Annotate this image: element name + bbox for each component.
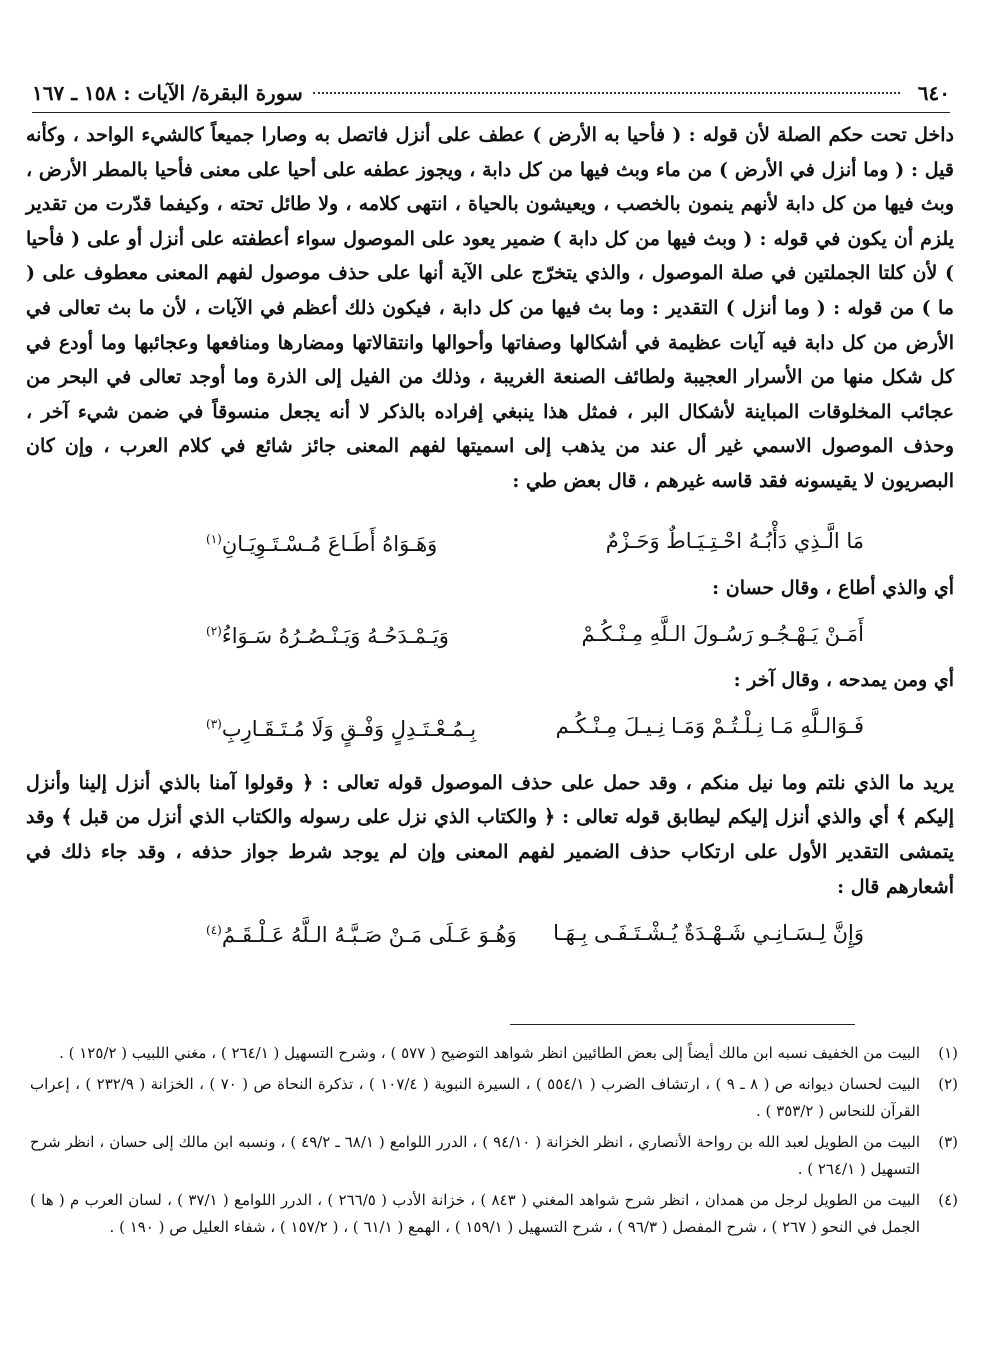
running-header	[32, 74, 950, 113]
verse-2-first-hemistich: أَمَـنْ يَـهْـجُـو رَسُـولَ الـلَّهِ مِـنْـكُـمْ	[581, 621, 864, 646]
verse-1-second-hemistich: وَهَـوَاهُ أَطَـاعَ مُـسْـتَـوِيَـانِ$^{(١)}$	[206, 531, 438, 556]
footnote-separator	[510, 1024, 855, 1025]
verse-4-first-hemistich: وَإِنَّ لِـسَـانِـي شَـهْـدَةٌ يُـشْـتَـفَـى بِـهَـا	[553, 920, 864, 945]
verse-3-first-hemistich: فَـوَالـلَّهِ مَـا نِـلْـتُـمْ وَمَـا نِـيـلَ مِـنْـكُـم	[555, 714, 864, 739]
footnote-2	[30, 1071, 958, 1125]
footnote-number: (٤)	[938, 1191, 958, 1209]
footnote-1	[30, 1040, 958, 1067]
verse-2-intro: أي والذي أطاع ، وقال حسان :	[712, 576, 954, 599]
footnote-3	[30, 1129, 958, 1183]
poetry-verse-1	[26, 513, 954, 571]
paragraph-1: داخل تحت حكم الصلة لأن قوله : ( فأحيا به الأرض ) عطف على أنزل فاتصل به وصارا جميعاً كالشيء الواحد ، وكأنه قيل : ( وما أنزل في الأرض ) من ماء وبث فيها من كل دابة ، ويجوز عطفه على أحيا على معنى فأحيا بالمطر الأرض ، وبث فيها من كل دابة لأنهم ينمون بالخصب ، ويعيشون بالحياة ، انتهى كلامه ، ولا طائل تحته ، وكيفما قدّرت من تقدير يلزم أن يكون في قوله : ( وبث فيها من كل دابة ) ضمير يعود على الموصول سواء أعطفته على أنزل أو على ( فأحيا ) لأن كلتا الجملتين في صلة الموصول ، والذي يتخرّج على الآية أنها على حذف موصول لفهم المعنى معطوف على ( ما ) من قوله : ( وما أنزل ) التقدير : وما بث فيها من كل دابة ، فيكون ذلك أعظم في الآيات ، لأن ما بث تعالى في الأرض من كل دابة فيه آيات عظيمة في أشكالها وصفاتها وأحوالها وانتقالاتها ومضارها ومنافعها وعجائبها وما أودع في كل شكل منها من الأسرار العجيبة ولطائف الصنعة الغريبة ، وذلك من الفيل إلى الذرة وما أوجد تعالى في البحر من عجائب المخلوقات المباينة لأشكال البر ، فمثل هذا ينبغي إفراده بالذكر لا أنه يجعل منسوقاً في ضمن شيء آخر ، وحذف الموصول الاسمي غير أل عند من يذهب إلى اسميتها لفهم المعنى جائز شائع في كلام العرب ، وإن كان البصريون لا يقيسونه فقد قاسه غيرهم ، قال بعض طي :	[26, 124, 954, 492]
footnote-4	[30, 1187, 958, 1241]
footnote-text: البيت لحسان ديوانه ص ( ٨ ـ ٩ ) ، ارتشاف الضرب ( ٥٥٤/١ ) ، السيرة النبوية ( ١٠٧/٤ ) ، تذكرة النحاة ص ( ٧٠ ) ، الخزانة ( ٢٣٢/٩ ) ، إعراب القرآن للنحاس ( ٣٥٣/٢ ) .	[30, 1075, 920, 1120]
header-leader-dots	[313, 92, 900, 94]
verse-3-intro: أي ومن يمدحه ، وقال آخر :	[733, 669, 954, 692]
paragraph-2: يريد ما الذي نلتم وما نيل منكم ، وقد حمل على حذف الموصول قوله تعالى : ﴿ وقولوا آمنا بالذي أنزل إلينا وأنزل إليكم ﴾ أي والذي أنزل إليكم ليطابق قوله تعالى : ﴿ والكتاب الذي نزل على رسوله والكتاب الذي أنزل من قبل ﴾ وقد يتمشى التقدير الأول على ارتكاب حذف الضمير لفهم المعنى وإن لم يوجد شرط جواز حذفه ، وقد جاء ذلك في أشعارهم قال :	[26, 771, 954, 898]
footnote-number: (٣)	[938, 1133, 958, 1151]
footnote-ref-4[interactable]: (٤)	[206, 923, 222, 938]
poetry-verse-3	[26, 698, 954, 756]
footnote-ref-1[interactable]: (١)	[206, 531, 222, 546]
footnote-text: البيت من الخفيف نسبه ابن مالك أيضاً إلى بعض الطائيين انظر شواهد التوضيح ( ٥٧٧ ) ، وشرح التسهيل ( ٢٦٤/١ ) ، مغني اللبيب ( ١٢٥/٢ ) .	[59, 1044, 920, 1062]
main-text	[26, 118, 954, 962]
verse-1-first-hemistich: مَا الَّـذِي دَأْبُـهُ احْـتِـيَـاطٌ وَحَـزْمٌ	[605, 529, 864, 554]
poetry-verse-2	[26, 605, 954, 663]
header-title: سورة البقرة/ الآيات : ١٥٨ ـ ١٦٧	[32, 81, 303, 105]
verse-2-second-hemistich: وَيَـمْـدَحُـهُ وَيَـنْـصُـرُهُ سَـوَاءُ$^{(٢)}$	[206, 624, 449, 649]
footnotes	[30, 1040, 958, 1245]
footnote-text: البيت من الطويل لعبد الله بن رواحة الأنصاري ، انظر الخزانة ( ٩٤/١٠ ) ، الدرر اللوامع ( ٦٨/١ ـ ٤٩/٢ ) ، ونسبه ابن مالك إلى حسان ، انظر شرح التسهيل ( ٢٦٤/١ ) .	[30, 1133, 921, 1178]
footnote-ref-2[interactable]: (٢)	[206, 624, 222, 639]
verse-4-second-hemistich: وَهُـوَ عَـلَى مَـنْ صَـبَّـهُ الـلَّهُ عَـلْـقَـمُ$^{(٤)}$	[206, 923, 517, 948]
footnote-number: (٢)	[938, 1075, 958, 1093]
page-number: ٦٤٠	[917, 81, 950, 105]
verse-3-second-hemistich: بِـمُـعْـتَـدِلٍ وَفْـقٍ وَلَا مُـتَـقَـارِبِ$^{(٣)}$	[206, 716, 477, 741]
poetry-verse-4	[26, 904, 954, 962]
footnote-text: البيت من الطويل لرجل من همدان ، انظر شرح شواهد المغني ( ٨٤٣ ) ، خزانة الأدب ( ٢٦٦/٥ ) ، الدرر اللوامع ( ٣٧/١ ) ، لسان العرب م ( ها ) الجمل في النحو ( ٢٦٧ ) ، شرح المفصل ( ٩٦/٣ ) ، شرح التسهيل ( ١٥٩/١ ) ، الهمع ( ٦١/١ ) ، ( ١٥٧/٢ ) ، شفاء العليل ص ( ١٩٠ ) .	[30, 1191, 920, 1236]
footnote-number: (١)	[938, 1044, 958, 1062]
footnote-ref-3[interactable]: (٣)	[206, 716, 222, 731]
